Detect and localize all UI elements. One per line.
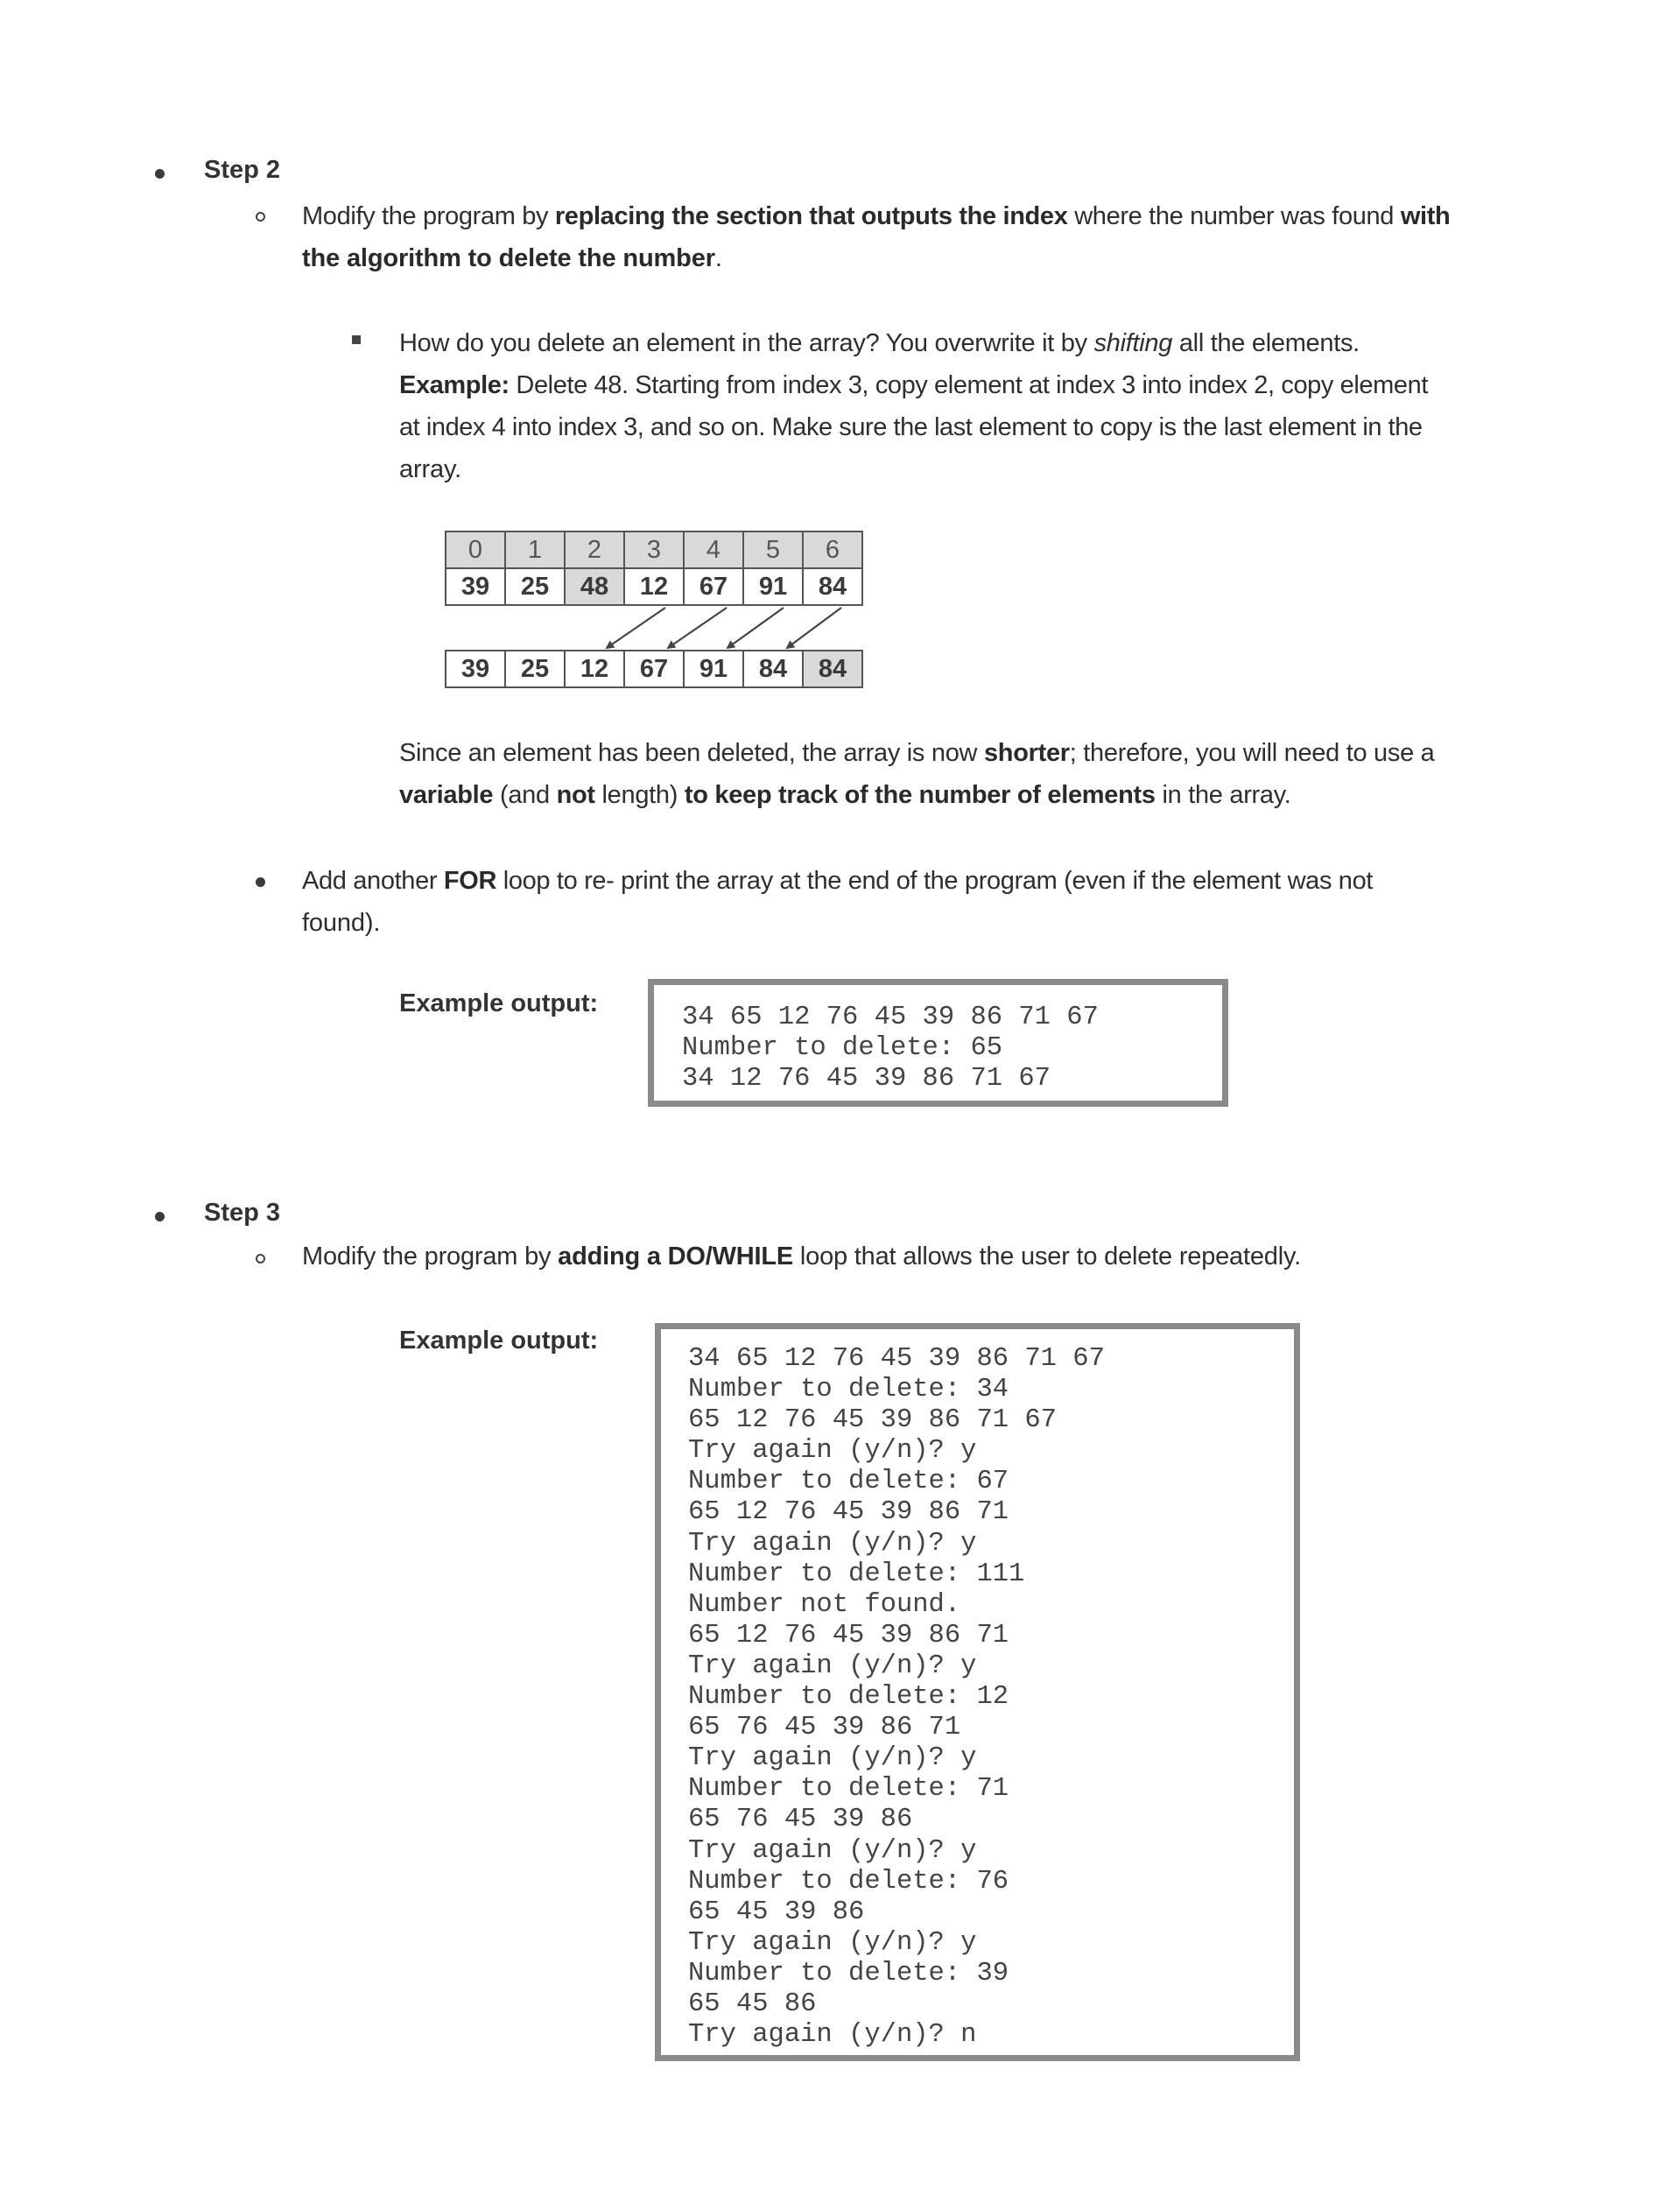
value-row-before — [446, 568, 862, 605]
bullet-icon — [256, 877, 265, 887]
for-loop-line: found). — [302, 909, 381, 937]
value-cell: 25 — [505, 568, 565, 605]
output-line: Number to delete: 34 — [688, 1375, 1009, 1405]
array-before-table — [445, 531, 863, 606]
value-row-after — [446, 651, 862, 687]
value-cell-duplicate: 84 — [803, 651, 862, 687]
detail-line: array. — [399, 455, 462, 483]
example-output-box — [648, 979, 1228, 1107]
output-line: 65 45 86 — [688, 1988, 817, 2019]
detail-line: Example: Delete 48. Starting from index 3, copy element at index 3 into index 2, copy element — [399, 371, 1429, 399]
bullet-icon — [155, 169, 165, 179]
value-cell: 84 — [803, 568, 862, 605]
for-loop-line: Add another FOR loop to re- print the array at the end of the program (even if the element was not — [302, 867, 1374, 895]
step3-instruction-line1: Modify the program by adding a DO/WHILE loop that allows the user to delete repeatedly. — [302, 1242, 1301, 1270]
output-line: Number to delete: 39 — [688, 1958, 1009, 1988]
output-line: Try again (y/n)? n — [688, 2020, 977, 2051]
output-line: 34 65 12 76 45 39 86 71 67 — [688, 1344, 1105, 1374]
example-output-label: Example output: — [399, 989, 599, 1017]
example-output-box — [655, 1323, 1300, 2061]
value-cell: 91 — [743, 568, 803, 605]
array-after-table — [445, 650, 863, 688]
note-line: Since an element has been deleted, the array is now shorter; therefore, you will need to use a — [399, 739, 1435, 767]
index-cell: 6 — [803, 531, 862, 568]
index-cell: 0 — [446, 531, 505, 568]
hollow-bullet-icon — [256, 212, 265, 222]
detail-line: at index 4 into index 3, and so on. Make sure the last element to copy is the last element in the — [399, 413, 1423, 441]
index-cell: 1 — [505, 531, 565, 568]
value-cell: 39 — [446, 651, 505, 687]
value-cell: 84 — [743, 651, 803, 687]
value-cell: 67 — [684, 568, 743, 605]
index-cell: 2 — [565, 531, 624, 568]
value-cell: 12 — [565, 651, 624, 687]
output-line: Number not found. — [688, 1589, 961, 1620]
value-cell: 91 — [684, 651, 743, 687]
value-cell: 25 — [505, 651, 565, 687]
value-cell-deleted: 48 — [565, 568, 624, 605]
output-line: Try again (y/n)? y — [688, 1436, 977, 1467]
detail-line: How do you delete an element in the array? You overwrite it by shifting all the elements. — [399, 329, 1360, 357]
value-cell: 12 — [624, 568, 684, 605]
hollow-bullet-icon — [256, 1254, 265, 1263]
note-line: variable (and not length) to keep track of the number of elements in the array. — [399, 781, 1291, 809]
example-output-label: Example output: — [399, 1327, 599, 1355]
output-line: Number to delete: 12 — [688, 1682, 1009, 1713]
step3-heading: Step 3 — [204, 1199, 281, 1227]
value-cell: 39 — [446, 568, 505, 605]
output-line: 65 76 45 39 86 — [688, 1805, 913, 1835]
output-line: 65 12 76 45 39 86 71 — [688, 1497, 1009, 1528]
output-line: 65 76 45 39 86 71 — [688, 1713, 961, 1743]
output-line: 65 45 39 86 — [688, 1897, 865, 1927]
output-line: Number to delete: 71 — [688, 1774, 1009, 1805]
index-cell: 4 — [684, 531, 743, 568]
step2-instruction-line2: the algorithm to delete the number. — [302, 244, 722, 272]
output-line: Try again (y/n)? y — [688, 1743, 977, 1774]
output-line: 65 12 76 45 39 86 71 67 — [688, 1405, 1057, 1436]
output-line: 34 12 76 45 39 86 71 67 — [682, 1064, 1051, 1094]
index-cell: 5 — [743, 531, 803, 568]
output-line: 34 65 12 76 45 39 86 71 67 — [682, 1003, 1099, 1032]
output-line: Try again (y/n)? y — [688, 1927, 977, 1958]
step2-instruction-line1: Modify the program by replacing the section that outputs the index where the number was found with — [302, 202, 1451, 230]
output-line: Try again (y/n)? y — [688, 1651, 977, 1681]
shift-arrows-icon — [445, 604, 865, 653]
output-line: Number to delete: 76 — [688, 1866, 1009, 1897]
output-line: Number to delete: 111 — [688, 1559, 1025, 1589]
bullet-icon — [155, 1212, 165, 1221]
index-cell: 3 — [624, 531, 684, 568]
square-bullet-icon — [352, 335, 361, 344]
output-line: Number to delete: 65 — [682, 1033, 1003, 1064]
output-line: Number to delete: 67 — [688, 1467, 1009, 1497]
index-row — [446, 531, 862, 568]
output-line: Try again (y/n)? y — [688, 1835, 977, 1866]
output-line: 65 12 76 45 39 86 71 — [688, 1620, 1009, 1651]
output-line: Try again (y/n)? y — [688, 1528, 977, 1559]
value-cell: 67 — [624, 651, 684, 687]
step2-heading: Step 2 — [204, 156, 281, 184]
